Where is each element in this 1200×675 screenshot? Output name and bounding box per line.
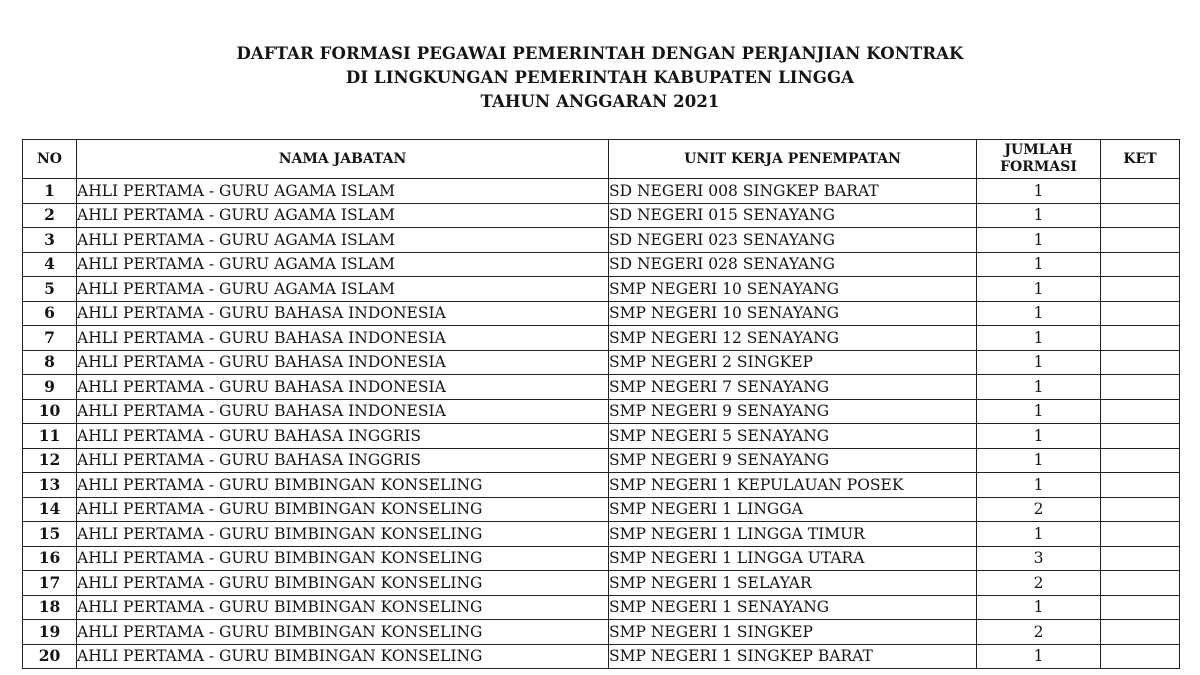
cell-unit: SMP NEGERI 2 SINGKEP [609,350,977,375]
table-row [23,473,1180,498]
cell-jabatan: AHLI PERTAMA - GURU BIMBINGAN KONSELING [77,620,609,645]
cell-unit: SD NEGERI 028 SENAYANG [609,252,977,277]
cell-unit: SD NEGERI 023 SENAYANG [609,228,977,253]
cell-no: 9 [23,375,77,400]
cell-jumlah: 1 [977,203,1101,228]
cell-no: 5 [23,277,77,302]
cell-ket [1101,350,1180,375]
cell-jumlah: 1 [977,228,1101,253]
cell-unit: SD NEGERI 015 SENAYANG [609,203,977,228]
table-row [23,375,1180,400]
cell-ket [1101,326,1180,351]
cell-jumlah: 2 [977,571,1101,596]
cell-jumlah: 1 [977,277,1101,302]
cell-jabatan: AHLI PERTAMA - GURU BIMBINGAN KONSELING [77,546,609,571]
table-row [23,203,1180,228]
cell-jabatan: AHLI PERTAMA - GURU BAHASA INDONESIA [77,301,609,326]
cell-no: 20 [23,644,77,669]
cell-jabatan: AHLI PERTAMA - GURU BIMBINGAN KONSELING [77,571,609,596]
table-row [23,228,1180,253]
cell-ket [1101,473,1180,498]
cell-jumlah: 1 [977,326,1101,351]
cell-ket [1101,595,1180,620]
cell-jumlah: 1 [977,473,1101,498]
cell-jumlah: 1 [977,424,1101,449]
cell-jumlah: 1 [977,301,1101,326]
cell-jabatan: AHLI PERTAMA - GURU BAHASA INDONESIA [77,399,609,424]
table-body [23,179,1180,669]
column-header-ket: KET [1101,140,1180,179]
cell-unit: SMP NEGERI 1 KEPULAUAN POSEK [609,473,977,498]
cell-unit: SMP NEGERI 10 SENAYANG [609,277,977,302]
cell-ket [1101,203,1180,228]
document-title-line-2: DI LINGKUNGAN PEMERINTAH KABUPATEN LINGGA [345,68,855,87]
cell-unit: SMP NEGERI 1 SINGKEP [609,620,977,645]
table-row [23,448,1180,473]
cell-unit: SMP NEGERI 10 SENAYANG [609,301,977,326]
cell-jumlah: 2 [977,497,1101,522]
cell-jabatan: AHLI PERTAMA - GURU BIMBINGAN KONSELING [77,473,609,498]
table-row [23,497,1180,522]
document-title-block [0,42,1200,114]
cell-jabatan: AHLI PERTAMA - GURU AGAMA ISLAM [77,228,609,253]
table-row [23,620,1180,645]
cell-no: 2 [23,203,77,228]
cell-ket [1101,375,1180,400]
cell-jabatan: AHLI PERTAMA - GURU AGAMA ISLAM [77,252,609,277]
table-row [23,277,1180,302]
cell-jumlah: 1 [977,350,1101,375]
cell-unit: SMP NEGERI 12 SENAYANG [609,326,977,351]
column-header-jumlah-line-2: FORMASI [1000,159,1077,175]
table-row [23,595,1180,620]
cell-jumlah: 1 [977,522,1101,547]
cell-jumlah: 1 [977,375,1101,400]
cell-no: 10 [23,399,77,424]
column-header-jumlah-line-1: JUMLAH [1004,142,1073,158]
table-row [23,350,1180,375]
cell-no: 3 [23,228,77,253]
cell-no: 15 [23,522,77,547]
cell-ket [1101,399,1180,424]
cell-unit: SMP NEGERI 1 LINGGA UTARA [609,546,977,571]
table-row [23,399,1180,424]
cell-jabatan: AHLI PERTAMA - GURU BIMBINGAN KONSELING [77,497,609,522]
cell-ket [1101,644,1180,669]
cell-ket [1101,277,1180,302]
cell-jumlah: 1 [977,399,1101,424]
column-header-jabatan: NAMA JABATAN [77,140,609,179]
column-header-jumlah [977,140,1101,179]
cell-unit: SMP NEGERI 1 SENAYANG [609,595,977,620]
cell-no: 18 [23,595,77,620]
table-row [23,571,1180,596]
table-header-row [23,140,1180,179]
cell-ket [1101,252,1180,277]
cell-jumlah: 1 [977,179,1101,204]
cell-unit: SMP NEGERI 9 SENAYANG [609,399,977,424]
column-header-unit: UNIT KERJA PENEMPATAN [609,140,977,179]
cell-jabatan: AHLI PERTAMA - GURU BAHASA INGGRIS [77,424,609,449]
cell-ket [1101,448,1180,473]
cell-no: 8 [23,350,77,375]
cell-ket [1101,522,1180,547]
table-row [23,301,1180,326]
formasi-table [22,139,1180,669]
cell-unit: SMP NEGERI 5 SENAYANG [609,424,977,449]
cell-no: 17 [23,571,77,596]
table-row [23,424,1180,449]
table-row [23,522,1180,547]
column-header-no: NO [23,140,77,179]
cell-jumlah: 1 [977,644,1101,669]
cell-unit: SMP NEGERI 1 LINGGA TIMUR [609,522,977,547]
cell-jabatan: AHLI PERTAMA - GURU BIMBINGAN KONSELING [77,644,609,669]
cell-no: 13 [23,473,77,498]
cell-ket [1101,571,1180,596]
table-row [23,546,1180,571]
cell-unit: SMP NEGERI 1 LINGGA [609,497,977,522]
cell-unit: SMP NEGERI 9 SENAYANG [609,448,977,473]
cell-jumlah: 1 [977,595,1101,620]
cell-jabatan: AHLI PERTAMA - GURU BIMBINGAN KONSELING [77,595,609,620]
cell-no: 4 [23,252,77,277]
cell-jabatan: AHLI PERTAMA - GURU BIMBINGAN KONSELING [77,522,609,547]
cell-ket [1101,179,1180,204]
cell-unit: SMP NEGERI 1 SELAYAR [609,571,977,596]
cell-ket [1101,301,1180,326]
cell-no: 16 [23,546,77,571]
table-row [23,326,1180,351]
cell-jumlah: 2 [977,620,1101,645]
cell-jabatan: AHLI PERTAMA - GURU AGAMA ISLAM [77,277,609,302]
cell-jabatan: AHLI PERTAMA - GURU BAHASA INGGRIS [77,448,609,473]
cell-ket [1101,620,1180,645]
cell-ket [1101,497,1180,522]
cell-ket [1101,228,1180,253]
cell-jabatan: AHLI PERTAMA - GURU BAHASA INDONESIA [77,375,609,400]
table-row [23,252,1180,277]
cell-unit: SD NEGERI 008 SINGKEP BARAT [609,179,977,204]
cell-no: 7 [23,326,77,351]
table-row [23,644,1180,669]
cell-jumlah: 1 [977,448,1101,473]
cell-jumlah: 1 [977,252,1101,277]
document-title-line-1: DAFTAR FORMASI PEGAWAI PEMERINTAH DENGAN PERJANJIAN KONTRAK [236,44,964,63]
cell-jabatan: AHLI PERTAMA - GURU AGAMA ISLAM [77,179,609,204]
cell-no: 1 [23,179,77,204]
cell-no: 6 [23,301,77,326]
cell-ket [1101,424,1180,449]
cell-unit: SMP NEGERI 1 SINGKEP BARAT [609,644,977,669]
table-row [23,179,1180,204]
cell-no: 14 [23,497,77,522]
cell-jabatan: AHLI PERTAMA - GURU BAHASA INDONESIA [77,350,609,375]
cell-no: 12 [23,448,77,473]
cell-jumlah: 3 [977,546,1101,571]
cell-ket [1101,546,1180,571]
cell-no: 19 [23,620,77,645]
cell-unit: SMP NEGERI 7 SENAYANG [609,375,977,400]
cell-no: 11 [23,424,77,449]
cell-jabatan: AHLI PERTAMA - GURU BAHASA INDONESIA [77,326,609,351]
document-title-line-3: TAHUN ANGGARAN 2021 [480,92,720,111]
cell-jabatan: AHLI PERTAMA - GURU AGAMA ISLAM [77,203,609,228]
